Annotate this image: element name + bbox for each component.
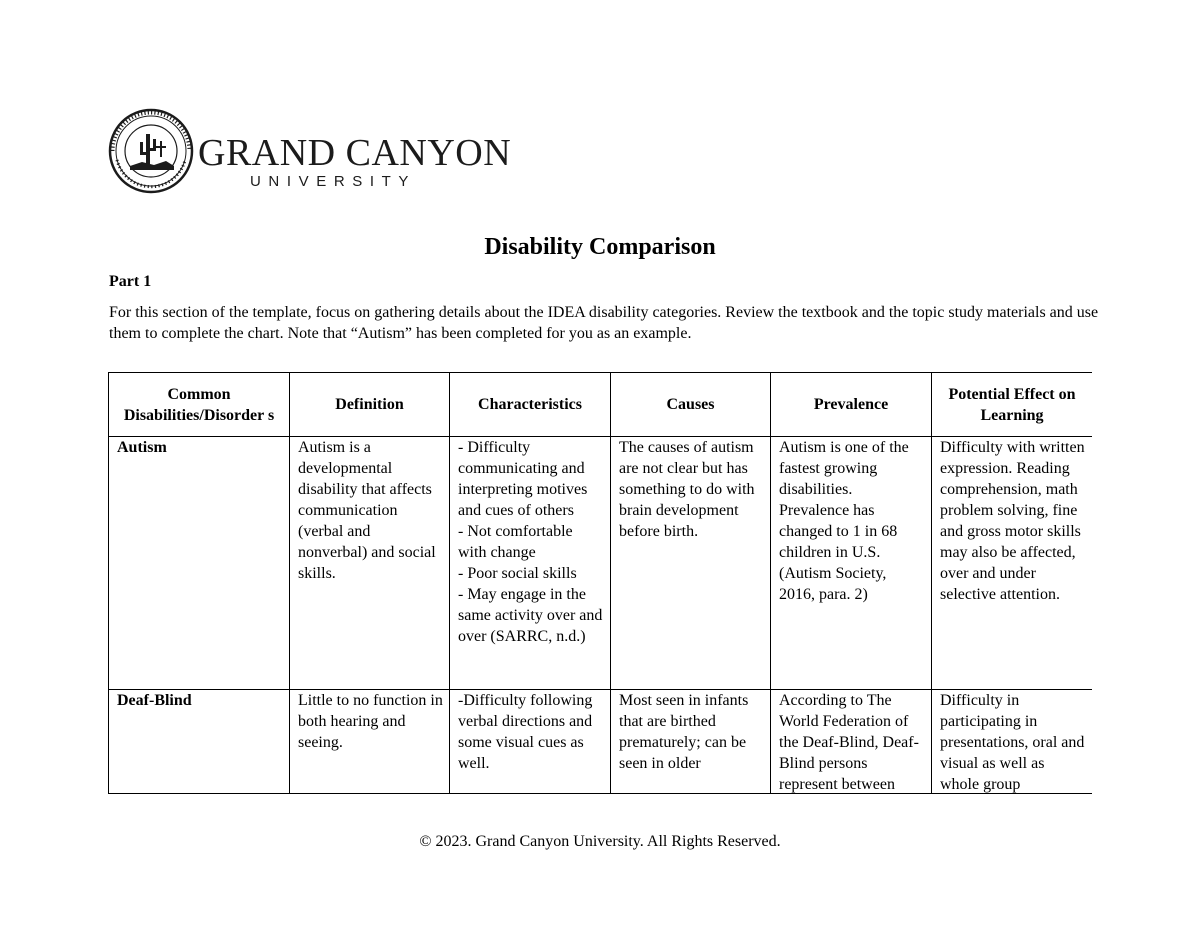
characteristic-item: - Not comfortable with change bbox=[458, 523, 573, 561]
row-effect-on-learning: Difficulty with written expression. Reading comprehension, math problem solving, fine and gross motor skills may also be affected, over and under selective attention. bbox=[932, 437, 1093, 690]
comparison-table-container bbox=[108, 372, 1092, 794]
part-label: Part 1 bbox=[109, 273, 152, 290]
row-causes: The causes of autism are not clear but has something to do with brain development before birth. bbox=[611, 437, 771, 690]
row-disability-name: Autism bbox=[109, 437, 290, 690]
logo-name-line1: GRAND CANYON bbox=[198, 132, 512, 174]
document-title: Disability Comparison bbox=[484, 234, 716, 260]
university-seal-icon bbox=[108, 108, 194, 194]
row-characteristics bbox=[450, 690, 611, 795]
table-header-row bbox=[109, 373, 1093, 437]
row-prevalence: According to The World Federation of the Deaf-Blind, Deaf-Blind persons represent between bbox=[771, 690, 932, 795]
header-definition: Definition bbox=[290, 373, 450, 437]
disability-comparison-table bbox=[108, 372, 1092, 794]
characteristic-item: - Poor social skills bbox=[458, 565, 577, 582]
row-effect-on-learning: Difficulty in participating in presentations, oral and visual as well as whole group bbox=[932, 690, 1093, 795]
row-characteristics bbox=[450, 437, 611, 690]
characteristic-item: - Difficulty communicating and interpreting motives and cues of others bbox=[458, 439, 588, 519]
row-causes: Most seen in infants that are birthed prematurely; can be seen in older bbox=[611, 690, 771, 795]
header-disabilities: Common Disabilities/Disorder s bbox=[109, 373, 290, 437]
logo-name-line2: UNIVERSITY bbox=[250, 173, 417, 190]
header-characteristics: Characteristics bbox=[450, 373, 611, 437]
table-row bbox=[109, 437, 1093, 690]
characteristic-item: - May engage in the same activity over and over (SARRC, n.d.) bbox=[458, 586, 603, 645]
row-definition: Little to no function in both hearing and seeing. bbox=[290, 690, 450, 795]
characteristic-item: -Difficulty following verbal directions and some visual cues as well. bbox=[458, 692, 593, 772]
university-logo bbox=[108, 108, 512, 194]
header-causes: Causes bbox=[611, 373, 771, 437]
header-effect-on-learning: Potential Effect on Learning bbox=[932, 373, 1093, 437]
intro-paragraph: For this section of the template, focus on gathering details about the IDEA disability categories. Review the textbook and the topic study materials and use them to complete the chart. Note that “Autism” has been completed for you as an example. bbox=[109, 304, 1099, 342]
copyright-footer: © 2023. Grand Canyon University. All Rights Reserved. bbox=[419, 833, 781, 850]
row-definition: Autism is a developmental disability that affects communication (verbal and nonverbal) and social skills. bbox=[290, 437, 450, 690]
table-row bbox=[109, 690, 1093, 795]
row-disability-name: Deaf-Blind bbox=[109, 690, 290, 795]
row-prevalence: Autism is one of the fastest growing disabilities. Prevalence has changed to 1 in 68 children in U.S. (Autism Society, 2016, para. 2) bbox=[771, 437, 932, 690]
header-prevalence: Prevalence bbox=[771, 373, 932, 437]
